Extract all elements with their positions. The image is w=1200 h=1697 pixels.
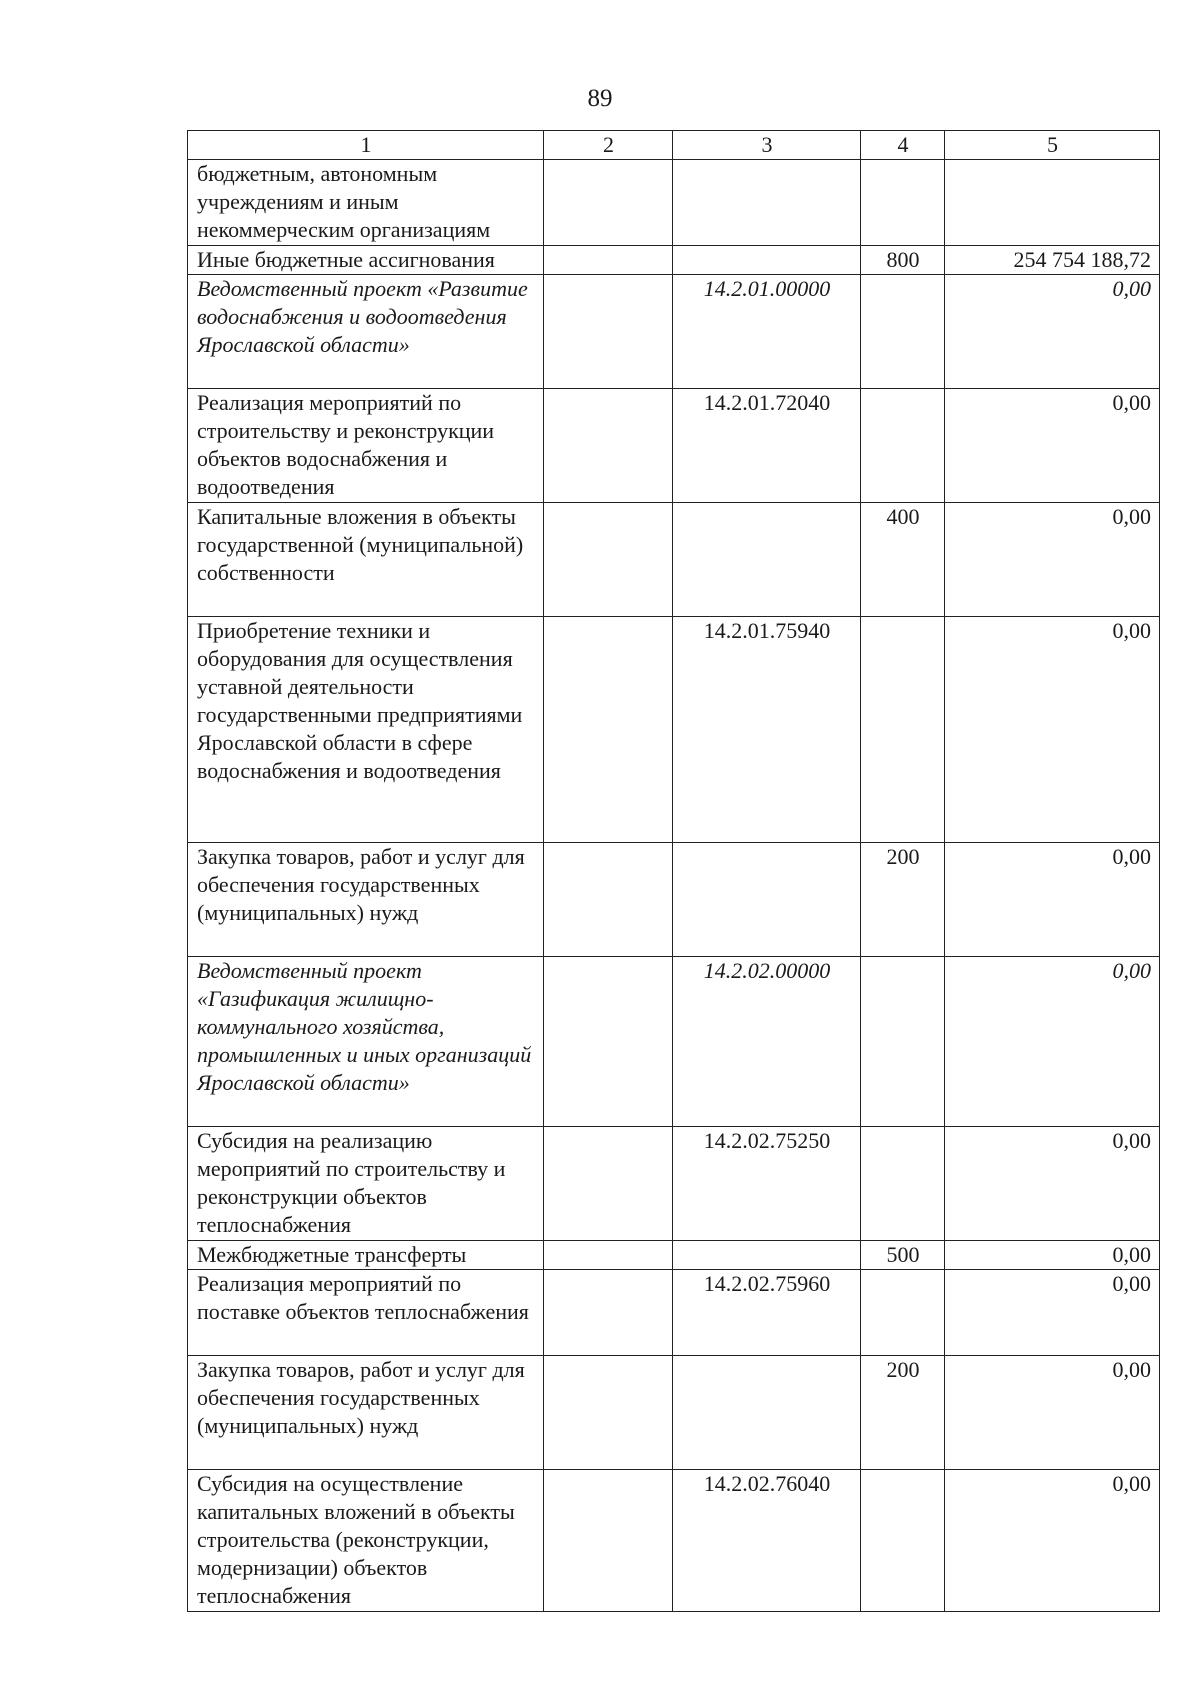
row-amount-cell: 0,00 [945,275,1160,389]
row-name-cell: Закупка товаров, работ и услуг для обеспечения государственных (муниципальных) нужд [188,1356,544,1470]
row-code-cell: 14.2.01.00000 [673,275,861,389]
row-name-cell: Иные бюджетные ассигнования [188,246,544,275]
budget-table [187,130,1160,1612]
row-type-cell: 500 [861,1241,945,1270]
row-col2-cell [544,160,673,246]
row-code-cell [673,246,861,275]
row-code-cell: 14.2.02.75960 [673,1270,861,1356]
row-amount-cell: 0,00 [945,1270,1160,1356]
row-code-cell: 14.2.01.72040 [673,389,861,503]
row-type-cell [861,1270,945,1356]
table-row [188,1127,1160,1241]
row-col2-cell [544,1470,673,1612]
row-name-cell: бюджетным, автономным учреждениям и иным некоммерческим организациям [188,160,544,246]
row-amount-cell: 0,00 [945,1241,1160,1270]
row-code-cell: 14.2.01.75940 [673,617,861,843]
row-type-cell [861,1127,945,1241]
table-row [188,503,1160,617]
table-row [188,843,1160,957]
table-header-row [188,131,1160,160]
row-name-cell: Реализация мероприятий по строительству и реконструкции объектов водоснабжения и водоотведения [188,389,544,503]
table-row [188,617,1160,843]
table-row [188,1356,1160,1470]
table-row [188,957,1160,1127]
row-col2-cell [544,957,673,1127]
row-code-cell [673,503,861,617]
row-code-cell [673,1241,861,1270]
row-amount-cell: 0,00 [945,389,1160,503]
row-amount-cell: 0,00 [945,617,1160,843]
row-name-cell: Субсидия на осуществление капитальных вложений в объекты строительства (реконструкции, модернизации) объектов теплоснабжения [188,1470,544,1612]
row-col2-cell [544,1270,673,1356]
row-type-cell [861,1470,945,1612]
header-col-4: 4 [861,131,945,160]
row-amount-cell: 0,00 [945,957,1160,1127]
table-row [188,246,1160,275]
table-row [188,1241,1160,1270]
row-type-cell [861,389,945,503]
row-amount-cell: 0,00 [945,1127,1160,1241]
row-col2-cell [544,1356,673,1470]
row-col2-cell [544,1127,673,1241]
table-row [188,275,1160,389]
row-name-cell: Субсидия на реализацию мероприятий по строительству и реконструкции объектов теплоснабжения [188,1127,544,1241]
header-col-1: 1 [188,131,544,160]
row-type-cell: 200 [861,843,945,957]
row-col2-cell [544,389,673,503]
row-name-cell: Приобретение техники и оборудования для осуществления уставной деятельности государственными предприятиями Ярославской области в сфере водоснабжения и водоотведения [188,617,544,843]
header-col-5: 5 [945,131,1160,160]
row-col2-cell [544,246,673,275]
row-col2-cell [544,617,673,843]
row-col2-cell [544,1241,673,1270]
row-type-cell: 200 [861,1356,945,1470]
row-name-cell: Ведомственный проект «Развитие водоснабжения и водоотведения Ярославской области» [188,275,544,389]
row-code-cell: 14.2.02.00000 [673,957,861,1127]
row-name-cell: Реализация мероприятий по поставке объектов теплоснабжения [188,1270,544,1356]
header-col-2: 2 [544,131,673,160]
page-number: 89 [587,85,613,112]
row-amount-cell: 0,00 [945,1356,1160,1470]
row-amount-cell: 254 754 188,72 [945,246,1160,275]
row-amount-cell: 0,00 [945,843,1160,957]
row-code-cell [673,843,861,957]
row-type-cell [861,160,945,246]
row-amount-cell [945,160,1160,246]
row-type-cell [861,617,945,843]
row-type-cell [861,275,945,389]
row-col2-cell [544,843,673,957]
row-code-cell: 14.2.02.75250 [673,1127,861,1241]
table-row [188,1470,1160,1612]
row-type-cell: 400 [861,503,945,617]
row-amount-cell: 0,00 [945,1470,1160,1612]
header-col-3: 3 [673,131,861,160]
row-code-cell [673,1356,861,1470]
row-type-cell: 800 [861,246,945,275]
row-col2-cell [544,275,673,389]
table-row [188,160,1160,246]
row-amount-cell: 0,00 [945,503,1160,617]
table-row [188,1270,1160,1356]
row-name-cell: Межбюджетные трансферты [188,1241,544,1270]
row-name-cell: Ведомственный проект «Газификация жилищно-коммунального хозяйства, промышленных и иных организаций Ярославской области» [188,957,544,1127]
row-code-cell: 14.2.02.76040 [673,1470,861,1612]
row-code-cell [673,160,861,246]
row-type-cell [861,957,945,1127]
row-col2-cell [544,503,673,617]
table-row [188,389,1160,503]
row-name-cell: Капитальные вложения в объекты государственной (муниципальной) собственности [188,503,544,617]
row-name-cell: Закупка товаров, работ и услуг для обеспечения государственных (муниципальных) нужд [188,843,544,957]
